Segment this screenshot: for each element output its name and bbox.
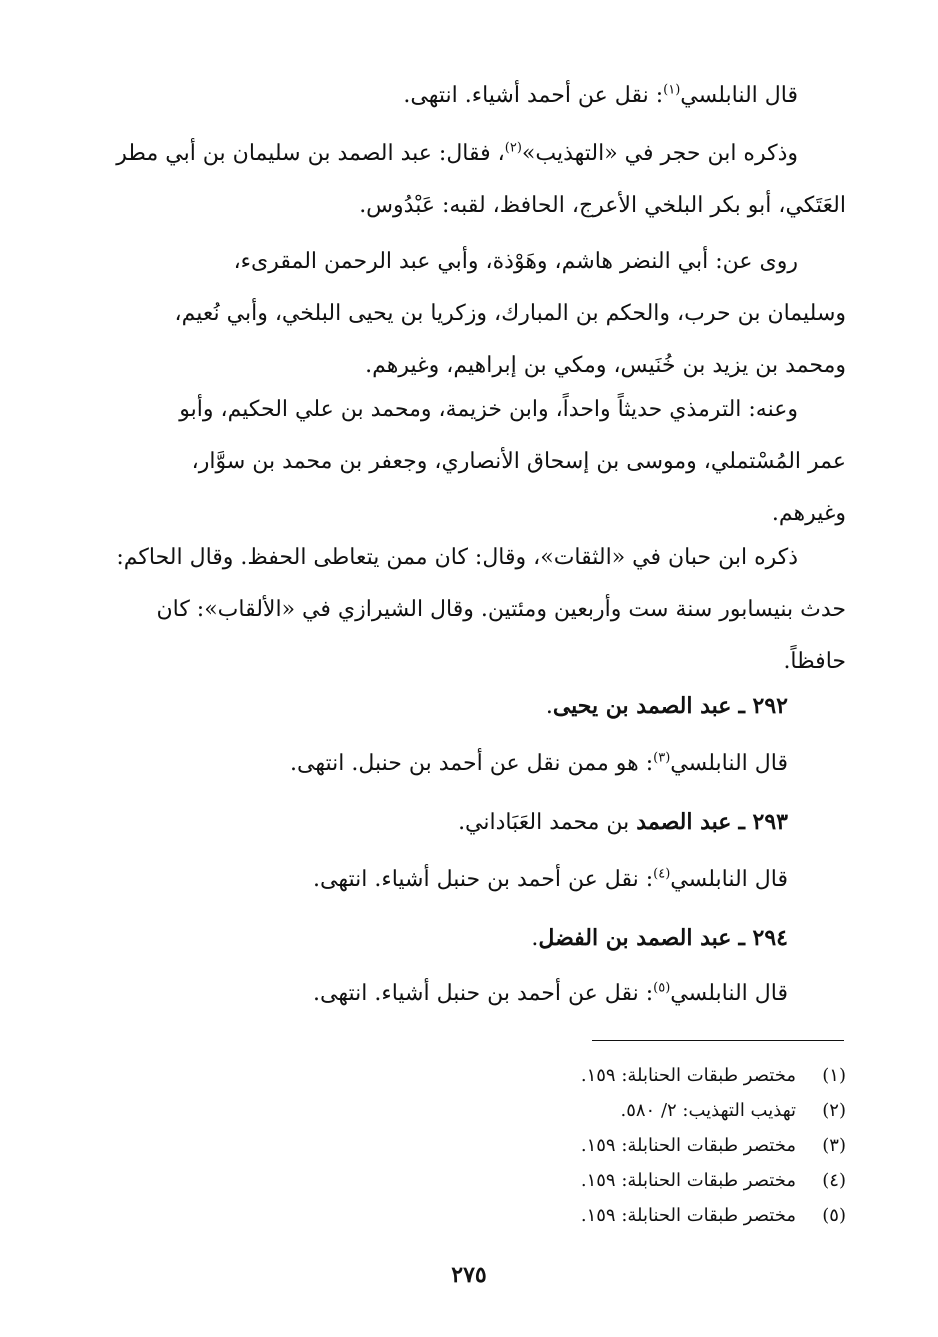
footnotes: [446, 1058, 846, 1233]
text-line: حافظاً.: [783, 649, 846, 674]
text-span: : نقل عن أحمد بن حنبل أشياء. انتهى.: [313, 867, 654, 892]
text-line: [94, 128, 846, 180]
entry-number: ٢٩٤ ـ: [738, 925, 788, 951]
text-line: عمر المُسْتملي، وموسى بن إسحاق الأنصاري، وجعفر بن محمد بن سوَّار،: [191, 449, 846, 474]
text-span: قال النابلسي: [670, 867, 788, 892]
footnote-item: [446, 1093, 846, 1128]
entry-name-rest: بن محمد العَبَاداني.: [458, 810, 637, 835]
text-line: ومحمد بن يزيد بن خُنَيس، ومكي بن إبراهيم، وغيرهم.: [365, 353, 846, 378]
entry-quote-293: [313, 854, 788, 906]
footnote-divider: [592, 1040, 844, 1041]
entry-heading-292: [546, 680, 788, 733]
footnote-number: (٢): [822, 1100, 846, 1121]
footnote-number: (٤): [822, 1170, 846, 1191]
entry-name-rest: .: [531, 926, 539, 951]
text-span: : هو ممن نقل عن أحمد بن حنبل. انتهى.: [290, 751, 654, 776]
entry-name-rest: .: [545, 694, 553, 719]
text-line: روى عن: أبي النضر هاشم، وهَوْذة، وأبي عبد الرحمن المقرىء،: [233, 249, 798, 274]
footnote-ref[interactable]: (٣): [653, 750, 671, 766]
footnote-text: مختصر طبقات الحنابلة: ١٥٩.: [580, 1065, 796, 1086]
entry-quote-292: [290, 738, 788, 790]
footnote-item: [446, 1128, 846, 1163]
entry-heading-294: [531, 912, 788, 965]
text-line: وعنه: الترمذي حديثاً واحداً، وابن خزيمة، ومحمد بن علي الحكيم، وأبو: [179, 397, 798, 422]
footnote-item: [446, 1058, 846, 1093]
entry-name: عبد الصمد: [636, 809, 732, 835]
entry-number: ٢٩٢ ـ: [738, 693, 788, 719]
paragraph-ibn-hibban: [94, 532, 846, 688]
text-line: [94, 70, 846, 122]
text-span: قال النابلسي: [670, 751, 788, 776]
text-span: : نقل عن أحمد بن حنبل أشياء. انتهى.: [313, 981, 654, 1006]
footnote-number: (٣): [822, 1135, 846, 1156]
footnote-text: مختصر طبقات الحنابلة: ١٥٩.: [580, 1205, 796, 1226]
footnote-ref[interactable]: (٤): [653, 866, 671, 882]
text-line: وغيرهم.: [771, 501, 846, 526]
text-span: : نقل عن أحمد أشياء. انتهى.: [403, 83, 664, 108]
text-line: وسليمان بن حرب، والحكم بن المبارك، وزكريا بن يحيى البلخي، وأبي نُعيم،: [174, 301, 846, 326]
footnote-item: [446, 1198, 846, 1233]
paragraph-ibn-hajar: [94, 128, 846, 232]
text-span: وذكره ابن حجر في «التهذيب»: [521, 141, 798, 166]
footnote-number: (٥): [822, 1205, 846, 1226]
text-line: العَتَكي، أبو بكر البلخي الأعرج، الحافظ، لقبه: عَبْدُوس.: [359, 193, 846, 218]
footnote-number: (١): [822, 1065, 846, 1086]
footnote-ref[interactable]: (٢): [504, 140, 522, 156]
footnote-text: تهذيب التهذيب: ٢/ ٥٨٠.: [620, 1100, 796, 1121]
text-line: ذكره ابن حبان في «الثقات»، وقال: كان ممن يتعاطى الحفظ. وقال الحاكم:: [116, 545, 798, 570]
entry-name: عبد الصمد بن الفضل: [538, 925, 732, 951]
footnote-ref[interactable]: (٥): [653, 980, 671, 996]
text-span: قال النابلسي: [680, 83, 798, 108]
footnote-text: مختصر طبقات الحنابلة: ١٥٩.: [580, 1135, 796, 1156]
text-line: حدث بنيسابور سنة ست وأربعين ومئتين. وقال الشيرازي في «الألقاب»: كان: [156, 597, 846, 622]
footnote-item: [446, 1163, 846, 1198]
paragraph-narrated-from: [94, 236, 846, 392]
paragraph-nabulsi-1: [94, 70, 846, 122]
paragraph-narrators: [94, 384, 846, 540]
text-span: قال النابلسي: [670, 981, 788, 1006]
footnote-text: مختصر طبقات الحنابلة: ١٥٩.: [580, 1170, 796, 1191]
entry-quote-294: [313, 968, 788, 1020]
text-span: ، فقال: عبد الصمد بن سليمان بن أبي مطر: [116, 141, 505, 166]
entry-name: عبد الصمد بن يحيى: [552, 693, 732, 719]
entry-heading-293: [458, 796, 788, 849]
entry-number: ٢٩٣ ـ: [738, 809, 788, 835]
footnote-ref[interactable]: (١): [663, 82, 681, 98]
page-number: ٢٧٥: [451, 1262, 487, 1288]
